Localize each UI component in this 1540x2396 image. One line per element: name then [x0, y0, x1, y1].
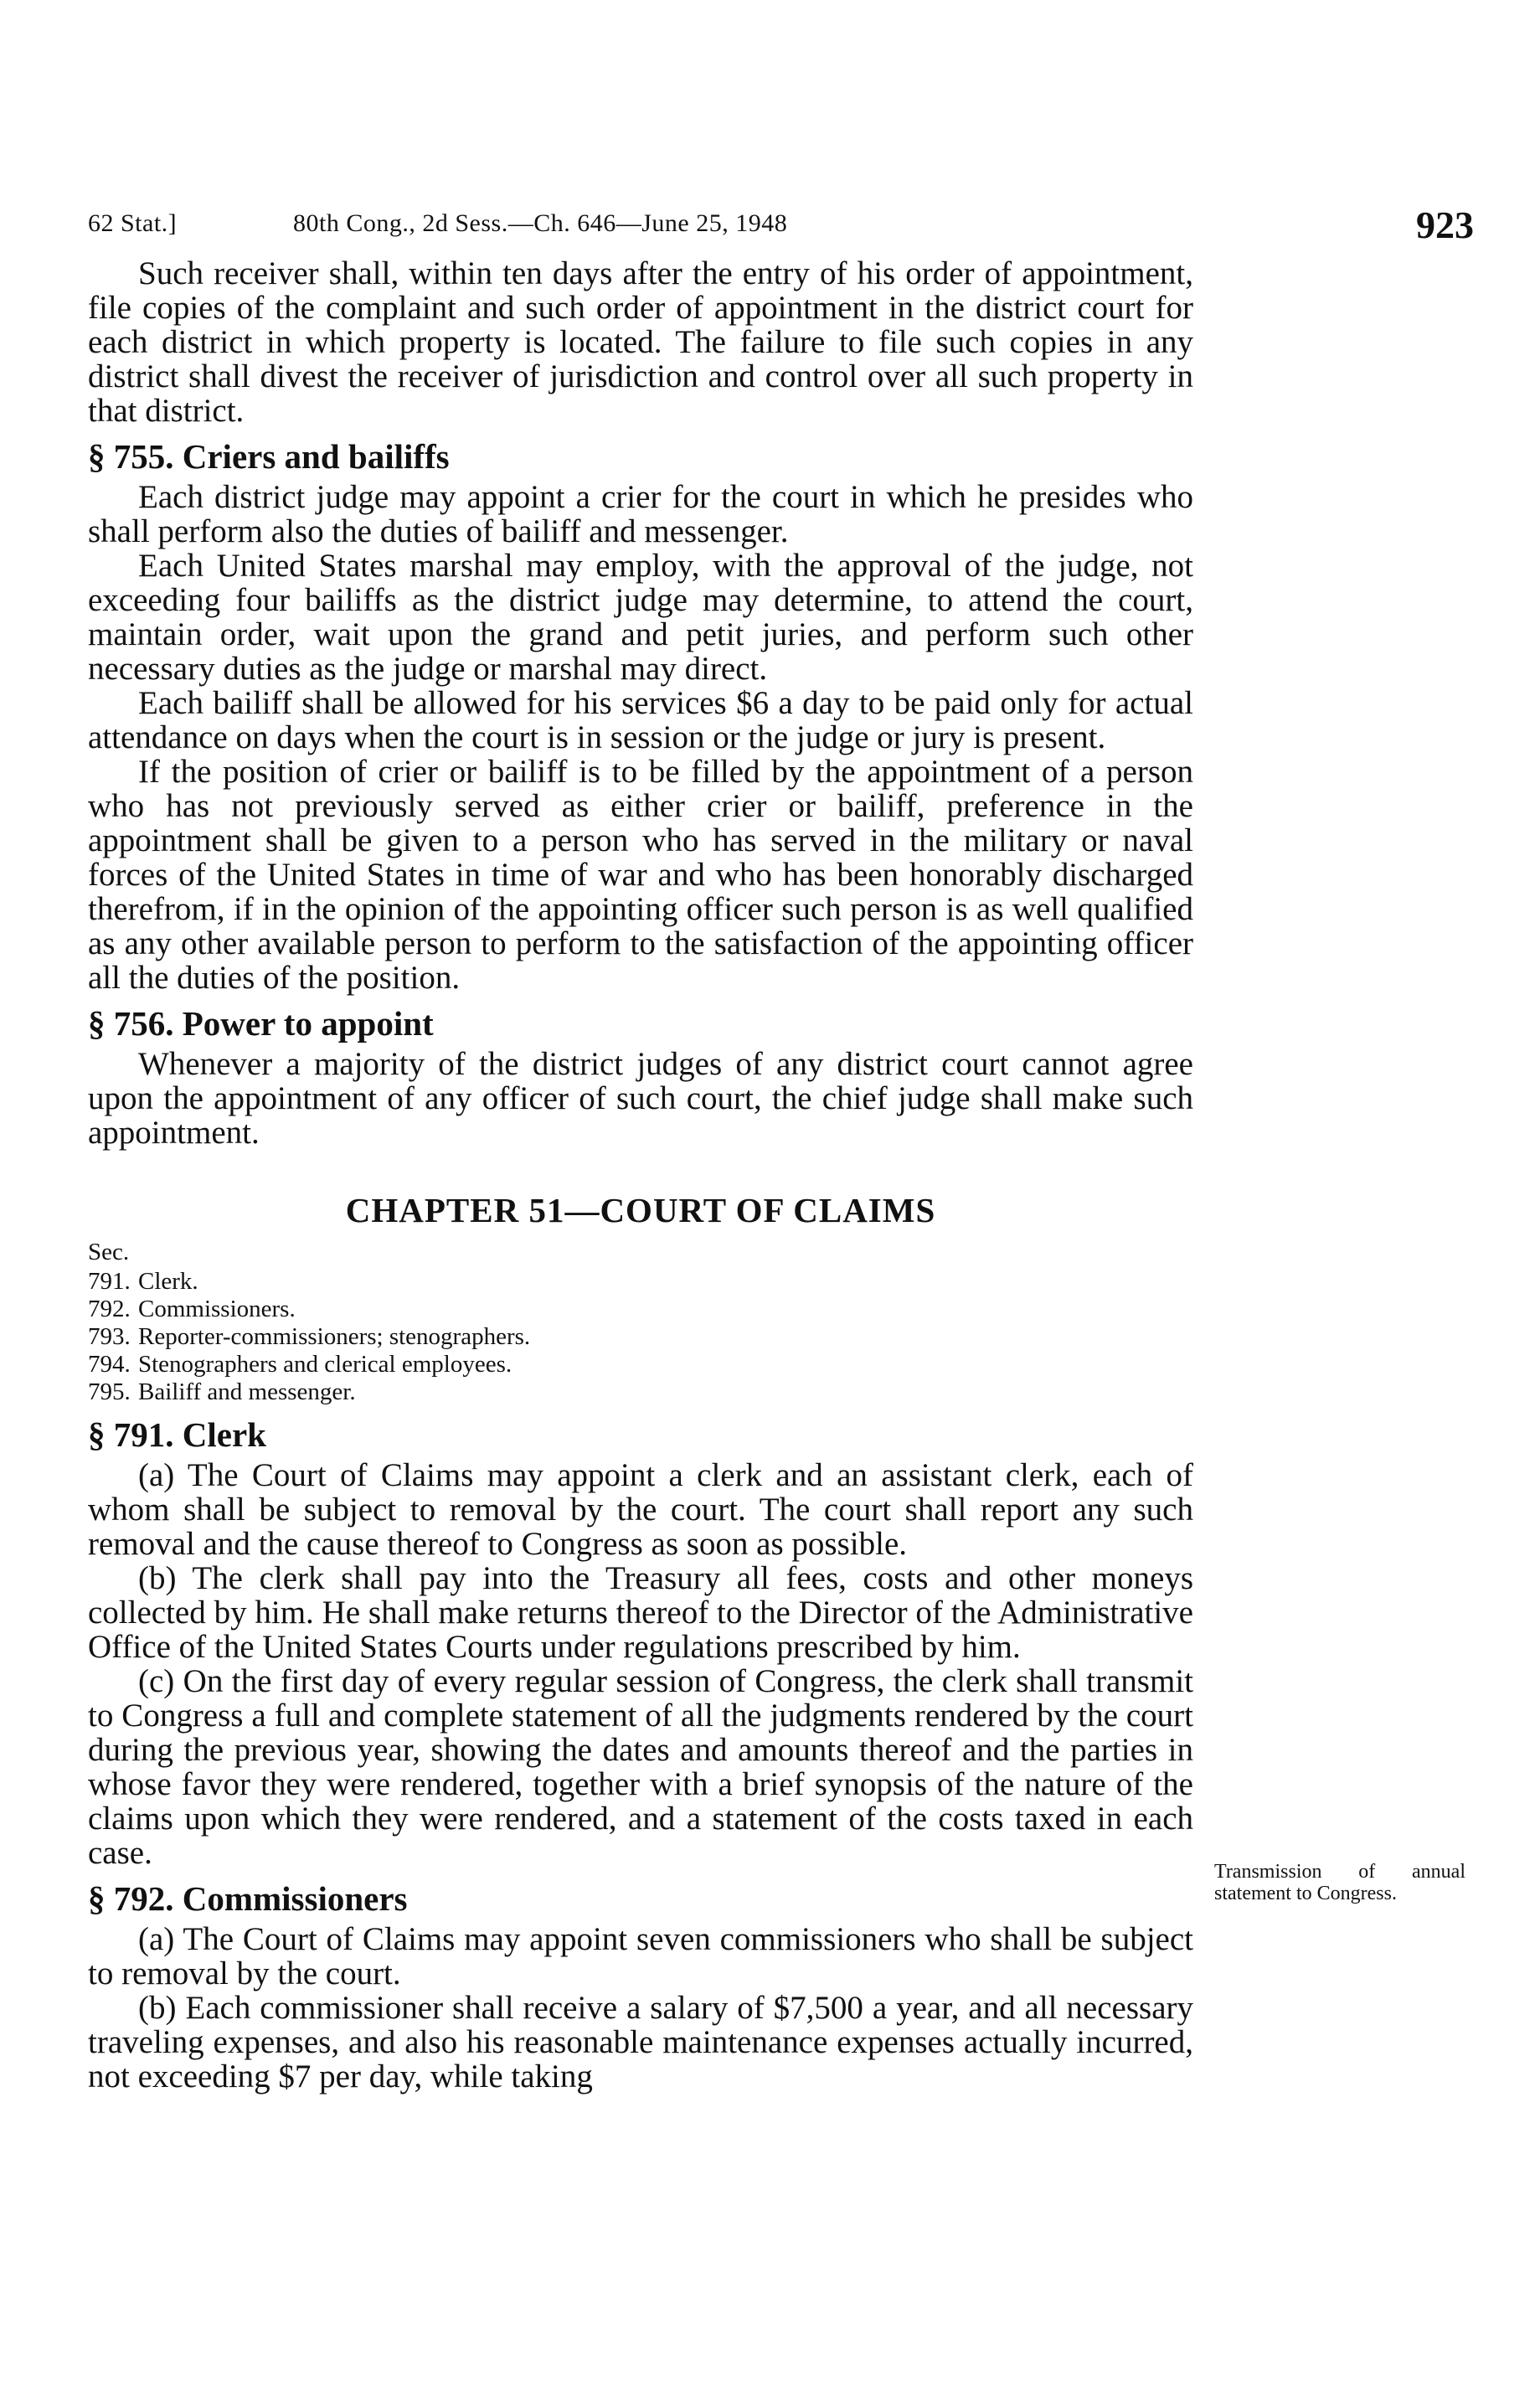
- section-756-para-1: Whenever a majority of the district judges of any district court cannot agree upon the appointment of any officer of such court, the chief judge shall make such appointment.: [88, 1046, 1193, 1151]
- toc-title: Reporter-commissioners; stenographers.: [138, 1323, 531, 1350]
- toc-number: 791.: [88, 1268, 131, 1295]
- chapter-title: CHAPTER 51—COURT OF CLAIMS: [345, 1191, 936, 1229]
- section-755-para-4: If the position of crier or bailiff is to be filled by the appointment of a person who has not previously served as either crier or bailiff, preference in the appointment shall be given to a person who has served in the military or naval forces of the United States in time of war and who has been honorably discharged therefrom, if in the opinion of the appointing officer such person is as well qualified as any other available person to perform to the satisfaction of the appointing officer all the duties of the position.: [88, 754, 1193, 996]
- section-756-heading: § 756. Power to appoint: [88, 1004, 434, 1043]
- toc-row: [88, 1378, 1193, 1406]
- toc-row: [88, 1351, 1193, 1378]
- section-791-c: (c) On the first day of every regular session of Congress, the clerk shall transmit to Congress a full and complete statement of all the judgments rendered by the court during the previous year, showing the dates and amounts thereof and the parties in whose favor they were rendered, together with a brief synopsis of the nature of the claims upon which they were rendered, and a statement of the costs taxed in each case.: [88, 1663, 1193, 1871]
- chapter-toc: [88, 1268, 1193, 1406]
- section-792-heading: § 792. Commissioners: [88, 1879, 408, 1918]
- toc-sec-label: Sec.: [88, 1239, 130, 1265]
- section-791-heading: § 791. Clerk: [88, 1415, 266, 1454]
- congress-session-line: 80th Cong., 2d Sess.—Ch. 646—June 25, 1948: [293, 209, 788, 237]
- toc-row: [88, 1323, 1193, 1351]
- toc-row: [88, 1268, 1193, 1296]
- section-791-a: (a) The Court of Claims may appoint a clerk and an assistant clerk, each of whom shall be subject to removal by the court. The court shall report any such removal and the cause thereof to Congress as soon as possible.: [88, 1457, 1193, 1562]
- toc-number: 793.: [88, 1323, 131, 1350]
- margin-note: Transmission of annual statement to Congress.: [1214, 1861, 1465, 1904]
- toc-title: Bailiff and messenger.: [138, 1378, 356, 1405]
- statute-reference: 62 Stat.]: [88, 209, 178, 237]
- toc-number: 792.: [88, 1296, 131, 1322]
- toc-row: [88, 1296, 1193, 1323]
- toc-title: Stenographers and clerical employees.: [138, 1351, 512, 1378]
- section-792-a: (a) The Court of Claims may appoint seven commissioners who shall be subject to removal by the court.: [88, 1921, 1193, 1992]
- section-792-b: (b) Each commissioner shall receive a salary of $7,500 a year, and all necessary traveling expenses, and also his reasonable maintenance expenses actually incurred, not exceeding $7 per day, while taking: [88, 1990, 1193, 2095]
- section-791-b: (b) The clerk shall pay into the Treasury all fees, costs and other moneys collected by him. He shall make returns thereof to the Director of the Administrative Office of the United States Courts under regulations prescribed by him.: [88, 1560, 1193, 1665]
- section-755-heading: § 755. Criers and bailiffs: [88, 437, 450, 476]
- page-number: 923: [1416, 204, 1474, 246]
- running-header: [88, 203, 1474, 261]
- body-text: [88, 256, 1193, 2094]
- section-755-para-1: Each district judge may appoint a crier for the court in which he presides who shall perform also the duties of bailiff and messenger.: [88, 479, 1193, 549]
- receiver-paragraph: Such receiver shall, within ten days after the entry of his order of appointment, file copies of the complaint and such order of appointment in the district court for each district in which property is located. The failure to file such copies in any district shall divest the receiver of jurisdiction and control over all such property in that district.: [88, 255, 1193, 429]
- section-755-para-3: Each bailiff shall be allowed for his services $6 a day to be paid only for actual attendance on days when the court is in session or the judge or jury is present.: [88, 685, 1193, 755]
- toc-title: Clerk.: [138, 1268, 198, 1295]
- toc-number: 795.: [88, 1378, 131, 1405]
- toc-number: 794.: [88, 1351, 131, 1378]
- section-755-para-2: Each United States marshal may employ, with the approval of the judge, not exceeding four bailiffs as the district judge may determine, to attend the court, maintain order, wait upon the grand and petit juries, and perform such other necessary duties as the judge or marshal may direct.: [88, 548, 1193, 687]
- toc-title: Commissioners.: [138, 1296, 296, 1322]
